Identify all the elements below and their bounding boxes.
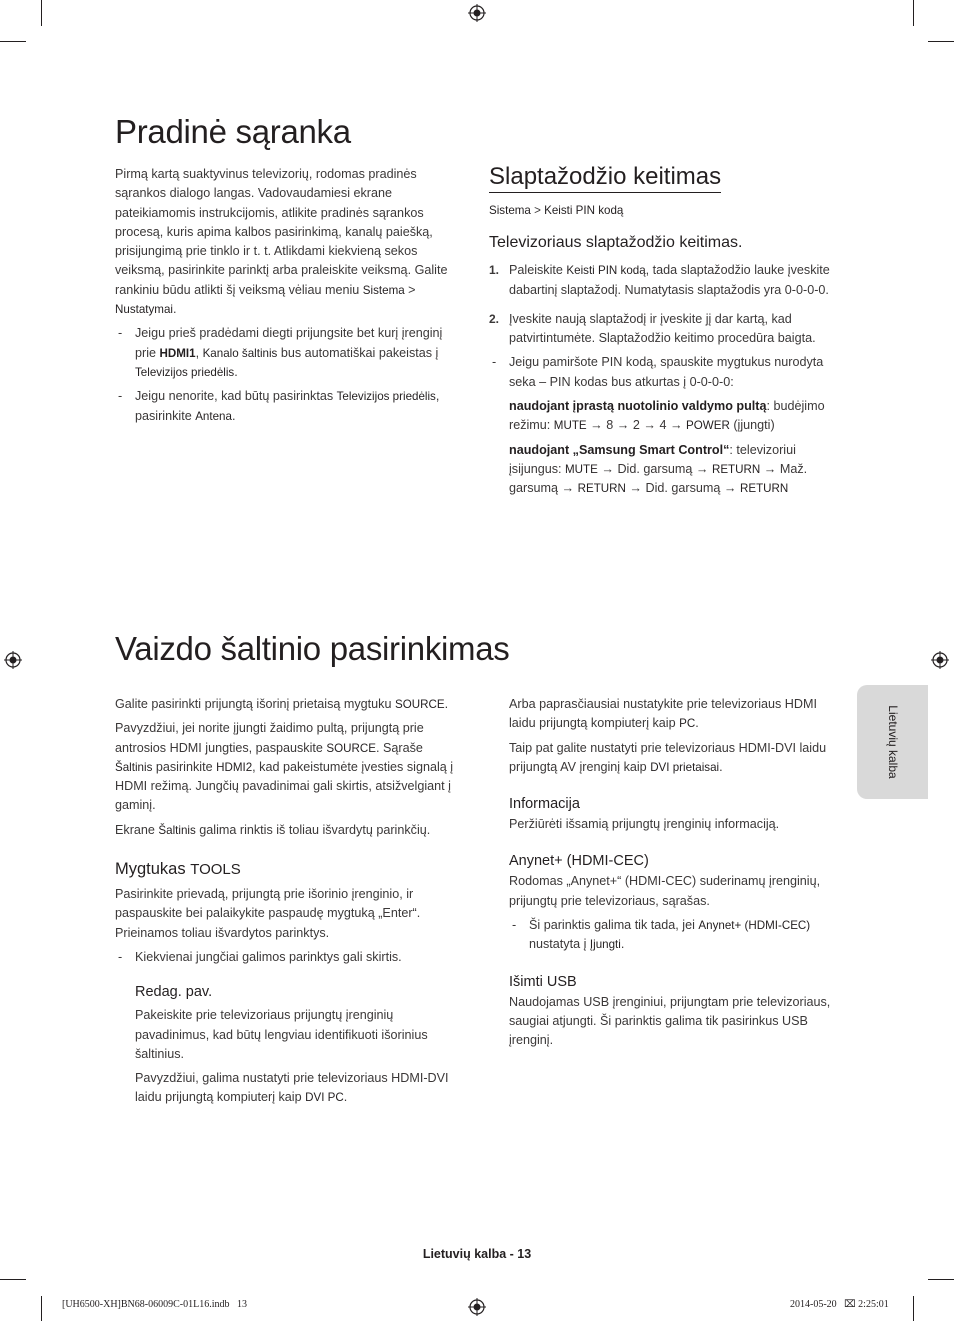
dvi-note: Taip pat galite nustatyti prie televizoriaus HDMI-DVI laidu prijungtą AV įrenginį kaip DVI prietaisai. xyxy=(509,740,827,774)
list-item: - Jeigu nenorite, kad būtų pasirinktas Televizijos priedėlis, pasirinkite Antena. xyxy=(118,389,440,423)
tools-text: Pasirinkite prievadą, prijungtą prie išorinio įrenginio, ir paspauskite bei palaikykite paspaudę mygtuką „Enter“. Prieinamos toliau išvardytos parinktys. xyxy=(115,887,421,940)
info-title: Informacija xyxy=(509,796,580,813)
registration-mark-icon xyxy=(468,1298,486,1316)
initial-setup-intro: Pirmą kartą suaktyvinus televizorių, rodomas pradinės sąrankos dialogo langas. Vadovaudamiesi ekrane pateikiamomis instrukcijomis, atlikite pradinės sąrankos procesą, kuris apima kalbos pasirinkimą, kanalų paiešką, prisijungimą prie tinklo ir t. t. Atlikdami kiekvieną sekos veiksmą, pasirinkite parinktį arba praleiskite veiksmą. Galite rankiniu būdu atlikti šį veiksmą vėliau meniu Sistema > Nustatymai. xyxy=(115,167,448,317)
list-item: - Ši parinktis galima tik tada, jei Anynet+ (HDMI-CEC) nustatyta į Įjungti. xyxy=(512,918,811,952)
rename-example: Pavyzdžiui, galima nustatyti prie televizoriaus HDMI-DVI laidu prijungtą kompiuterį kaip DVI PC. xyxy=(135,1071,449,1105)
remote-sequence-standard: naudojant įprastą nuotolinio valdymo pultą: budėjimo režimu: MUTE → 8 → 2 → 4 → POWER (įjungti) xyxy=(509,399,825,433)
language-side-tab xyxy=(857,685,928,799)
usb-title: Išimti USB xyxy=(509,973,577,990)
rename-text: Pakeiskite prie televizoriaus prijungtų įrenginių pavadinimus, kad būtų lengviau identifikuoti išorinius šaltinius. xyxy=(135,1008,428,1061)
source-left-column xyxy=(115,695,460,1108)
anynet-text: Rodomas „Anynet+“ (HDMI-CEC) suderinamų įrenginių, prijungtų prie televizoriaus, sąrašas. xyxy=(509,874,821,908)
remote-sequence-smart-control: naudojant „Samsung Smart Control“: televizoriui įsijungus: MUTE → Did. garsumą → RETURN → Maž. garsumą → RETURN → Did. garsumą → RETURN xyxy=(509,442,808,496)
password-subtitle: Televizoriaus slaptažodžio keitimas. xyxy=(489,234,743,252)
crop-mark xyxy=(913,1296,914,1321)
pc-note: Arba paprasčiausiai nustatykite prie televizoriaus HDMI laidu prijungtą kompiuterį kaip PC. xyxy=(509,697,817,731)
page-number: Lietuvių kalba - 13 xyxy=(422,1247,532,1261)
registration-mark-icon xyxy=(931,651,949,669)
registration-mark-icon xyxy=(4,651,22,669)
crop-mark xyxy=(41,1296,42,1321)
breadcrumb: Sistema > Keisti PIN kodą xyxy=(489,204,624,217)
source-intro: Galite pasirinkti prijungtą išorinį prietaisą mygtuku SOURCE. xyxy=(115,697,449,711)
crop-mark xyxy=(0,41,26,42)
crop-mark xyxy=(928,41,954,42)
crop-mark xyxy=(41,0,42,26)
tools-title: Mygtukas TOOLS xyxy=(115,860,241,879)
password-section-title: Slaptažodžio keitimas xyxy=(489,163,721,193)
print-date-info: 2014-05-20 ⌧ 2:25:01 xyxy=(790,1299,889,1310)
source-example: Pavyzdžiui, jei norite įjungti žaidimo pultą, prijungtą prie antrosios HDMI jungties, paspauskite SOURCE. Sąraše Šaltinis pasirinkite HDMI2, kad pakeistumėte įvesties signalą į HDMI režimą. Jungčių pavadinimai gali skirtis, atsižvelgiant į gaminį. xyxy=(115,721,454,813)
rename-title: Redag. pav. xyxy=(135,984,213,1001)
source-right-column xyxy=(509,695,841,1051)
print-file-info: [UH6500-XH]BN68-06009C-01L16.indb 13 xyxy=(62,1299,247,1310)
password-column xyxy=(489,163,841,499)
section-title: Vaizdo šaltinio pasirinkimas xyxy=(115,630,510,667)
language-side-tab-label: Lietuvių kalba xyxy=(885,705,900,779)
source-options-intro: Ekrane Šaltinis galima rinktis iš toliau išvardytų parinkčių. xyxy=(115,822,431,837)
list-item: - Kiekvienai jungčiai galimos parinktys gali skirtis. xyxy=(118,949,402,964)
list-item: - Jeigu pamiršote PIN kodą, spauskite mygtukus nurodyta seka – PIN kodas bus atkurtas į 0-0-0-0: xyxy=(492,355,824,389)
usb-text: Naudojamas USB įrenginiui, prijungtam prie televizoriaus, saugiai atjungti. Ši parinktis galima tik pasirinkus USB įrenginį. xyxy=(509,994,831,1048)
registration-mark-icon xyxy=(468,4,486,22)
info-text: Peržiūrėti išsamią prijungtų įrenginių informaciją. xyxy=(509,817,780,832)
crop-mark xyxy=(0,1279,26,1280)
anynet-title: Anynet+ (HDMI-CEC) xyxy=(509,853,649,870)
list-item: - Jeigu prieš pradėdami diegti prijungsite bet kurį įrenginį prie HDMI1, Kanalo šaltinis bus automatiškai pakeistas į Televizijos priedėlis. xyxy=(118,326,443,379)
page-title: Pradinė sąranka xyxy=(115,113,351,150)
list-item: 2. Įveskite naują slaptažodį ir įveskite jį dar kartą, kad patvirtintumėte. Slaptažodžio keitimo procedūra baigta. xyxy=(489,311,816,346)
crop-mark xyxy=(913,0,914,26)
initial-setup-column xyxy=(115,165,460,426)
list-item: 1. Paleiskite Keisti PIN kodą, tada slaptažodžio lauke įveskite dabartinį slaptažodį. Numatytasis slaptažodis yra 0-0-0-0. xyxy=(489,263,830,297)
crop-mark xyxy=(928,1279,954,1280)
